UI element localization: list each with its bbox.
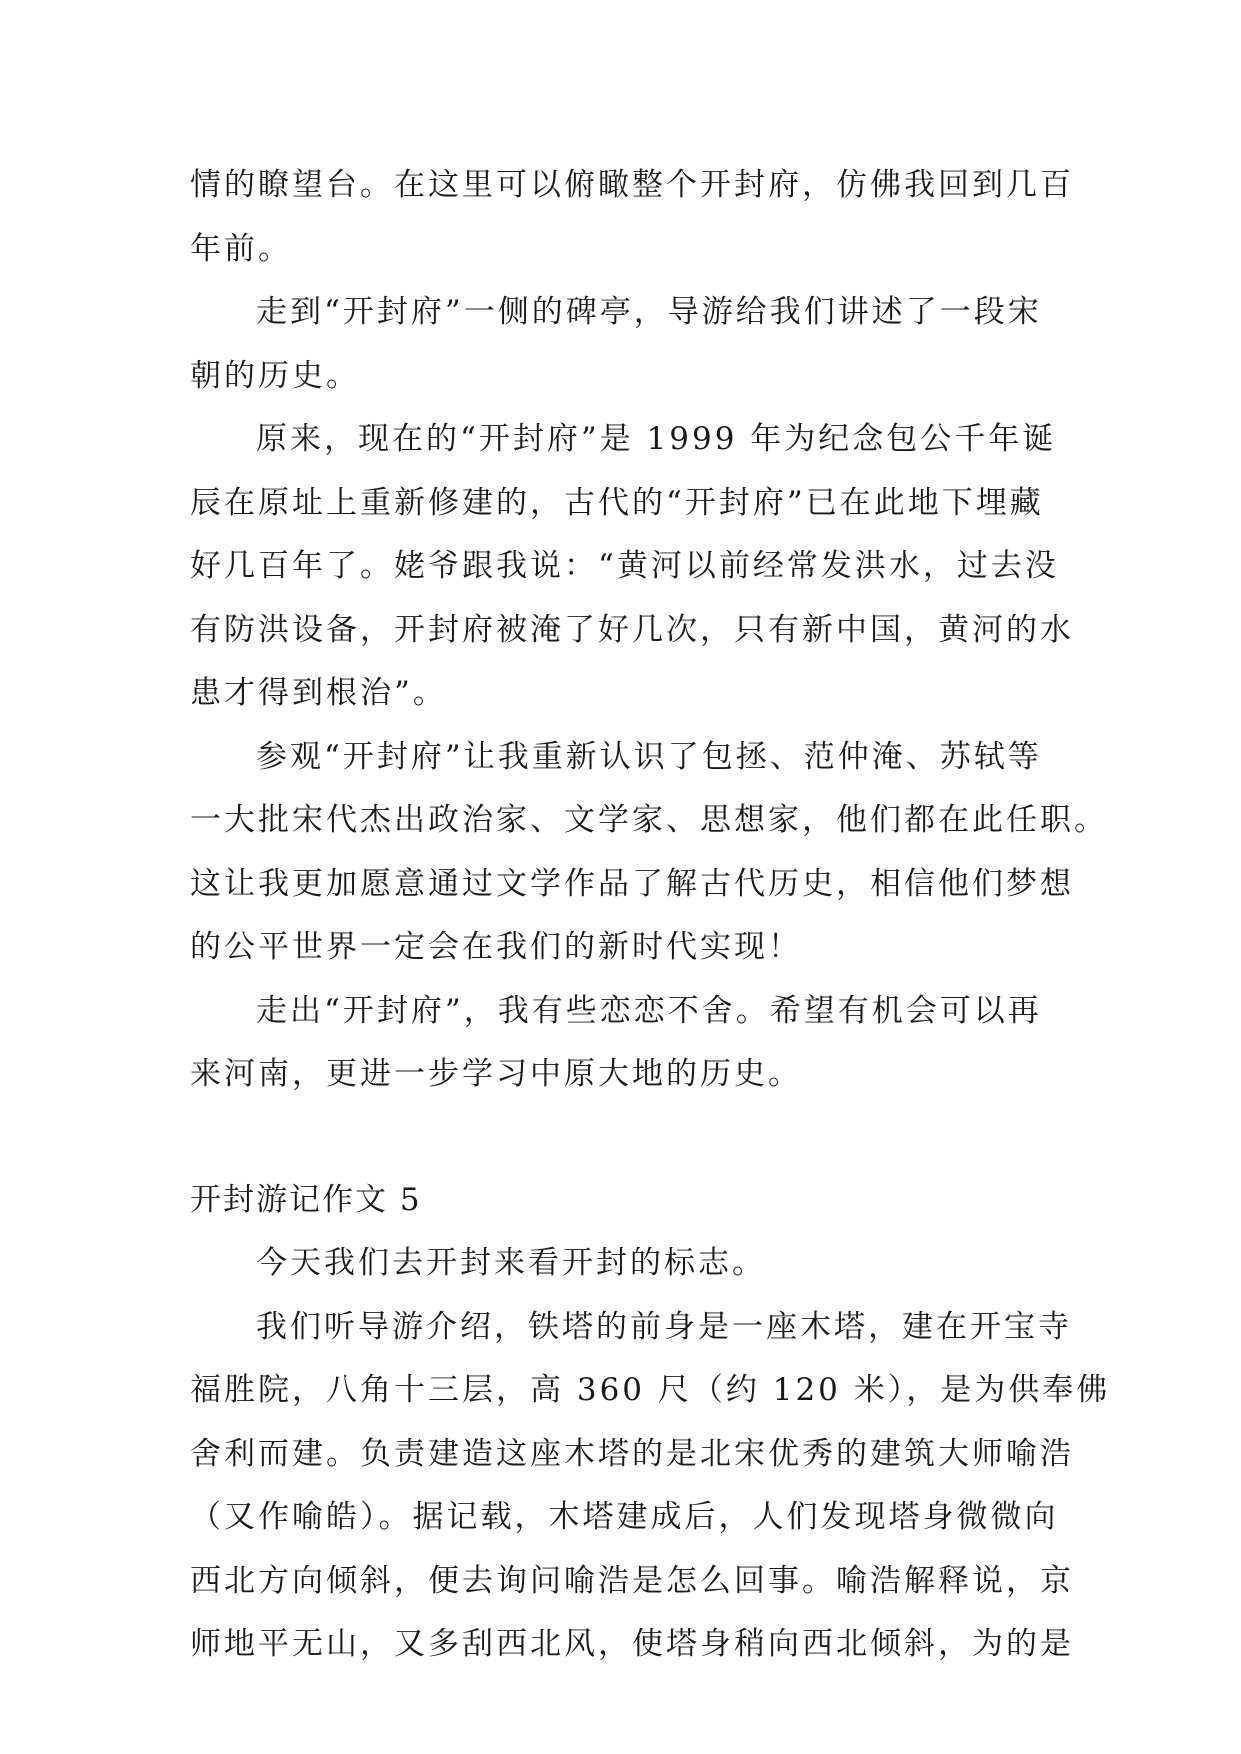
section-heading bbox=[190, 1169, 1050, 1233]
essay-title: 开封游记作文 5 bbox=[190, 1181, 422, 1218]
text-line: 师地平无山，又多刮西北风，使塔身稍向西北倾斜，为的是 bbox=[190, 1626, 1074, 1662]
paragraph bbox=[190, 980, 1050, 1107]
section-gap bbox=[190, 1107, 1050, 1169]
paragraph bbox=[190, 408, 1074, 726]
paragraph bbox=[190, 154, 1074, 281]
text-line: 朝的历史。 bbox=[190, 357, 360, 394]
text-line: 一大批宋代杰出政治家、文学家、思想家，他们都在此任职。 bbox=[190, 802, 1108, 838]
document-body bbox=[190, 154, 1111, 1677]
text-line: 来河南，更进一步学习中原大地的历史。 bbox=[190, 1056, 802, 1092]
text-line: 辰在原址上重新修建的，古代的“开封府”已在此地下埋藏 bbox=[190, 484, 1044, 521]
text-line: 好几百年了。姥爷跟我说：“黄河以前经常发洪水，过去没 bbox=[190, 548, 1059, 584]
text-line: 福胜院，八角十三层，高 360 尺（约 120 米），是为供奉佛 bbox=[190, 1372, 1111, 1408]
text-line: 患才得到根治”。 bbox=[190, 675, 447, 711]
text-line: 今天我们去开封来看开封的标志。 bbox=[256, 1245, 766, 1281]
text-line: 我们听导游介绍，铁塔的前身是一座木塔，建在开宝寺 bbox=[256, 1308, 1072, 1345]
text-line: 参观“开封府”让我重新认识了包拯、范仲淹、苏轼等 bbox=[256, 738, 1042, 775]
text-line: 原来，现在的“开封府”是 1999 年为纪念包公千年诞 bbox=[256, 421, 1057, 457]
text-line: （又作喻皓）。据记载，木塔建成后，人们发现塔身微微向 bbox=[190, 1499, 1059, 1535]
paragraph bbox=[190, 281, 1050, 408]
text-line: 的公平世界一定会在我们的新时代实现！ bbox=[190, 929, 802, 965]
text-line: 走出“开封府”，我有些恋恋不舍。希望有机会可以再 bbox=[256, 992, 1042, 1029]
text-line: 情的瞭望台。在这里可以俯瞰整个开封府，仿佛我回到几百 bbox=[190, 167, 1074, 203]
paragraph bbox=[190, 1296, 1111, 1677]
text-line: 年前。 bbox=[190, 230, 292, 267]
text-line: 西北方向倾斜，便去询问喻浩是怎么回事。喻浩解释说，京 bbox=[190, 1562, 1074, 1599]
paragraph bbox=[190, 1232, 1050, 1296]
text-line: 走到“开封府”一侧的碑亭，导游给我们讲述了一段宋 bbox=[256, 294, 1042, 330]
text-line: 有防洪设备，开封府被淹了好几次，只有新中国，黄河的水 bbox=[190, 611, 1074, 648]
paragraph bbox=[190, 726, 1108, 980]
text-line: 舍利而建。负责建造这座木塔的是北宋优秀的建筑大师喻浩 bbox=[190, 1435, 1074, 1472]
text-line: 这让我更加愿意通过文学作品了解古代历史，相信他们梦想 bbox=[190, 865, 1074, 902]
